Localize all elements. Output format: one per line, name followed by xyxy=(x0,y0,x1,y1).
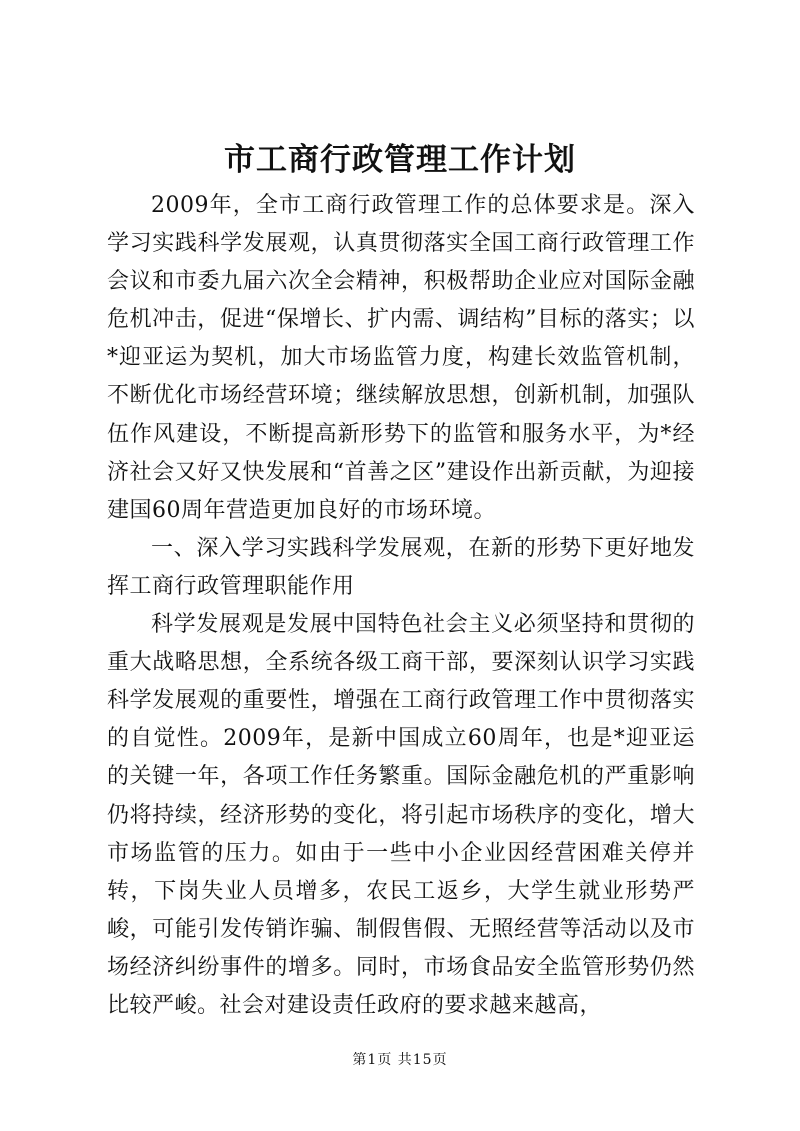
section-heading-1: 一、深入学习实践科学发展观，在新的形势下更好地发挥工商行政管理职能作用 xyxy=(107,535,695,599)
document-title: 市工商行政管理工作计划 xyxy=(224,142,576,178)
paragraph-scientific-development: 科学发展观是发展中国特色社会主义必须坚持和贯彻的重大战略思想，全系统各级工商干部，要深刻认识学习实践科学发展观的重要性，增强在工商行政管理工作中贯彻落实的自觉性。2009年，是新中国成立60周年，也是*迎亚运的关键一年，各项工作任务繁重。国际金融危机的严重影响仍将持续，经济形势的变化，将引起市场秩序的变化，增大市场监管的压力。如由于一些中小企业因经营困难关停并转，下岗失业人员增多，农民工返乡，大学生就业形势严峻，可能引发传销诈骗、制假售假、无照经营等活动以及市场经济纠纷事件的增多。同时，市场食品安全监管形势仍然比较严峻。社会对建设责任政府的要求越来越高， xyxy=(107,612,695,1018)
page-number-footer: 第1页 共15页 xyxy=(352,1052,448,1068)
document-body xyxy=(107,187,695,1025)
paragraph-overall-requirements: 2009年，全市工商行政管理工作的总体要求是。深入学习实践科学发展观，认真贯彻落实全国工商行政管理工作会议和市委九届六次全会精神，积极帮助企业应对国际金融危机冲击，促进“保增长、扩内需、调结构”目标的落实；以*迎亚运为契机，加大市场监管力度，构建长效监管机制，不断优化市场经营环境；继续解放思想，创新机制，加强队伍作风建设，不断提高新形势下的监管和服务水平，为*经济社会又好又快发展和“首善之区”建设作出新贡献，为迎接建国60周年营造更加良好的市场环境。 xyxy=(107,193,695,523)
